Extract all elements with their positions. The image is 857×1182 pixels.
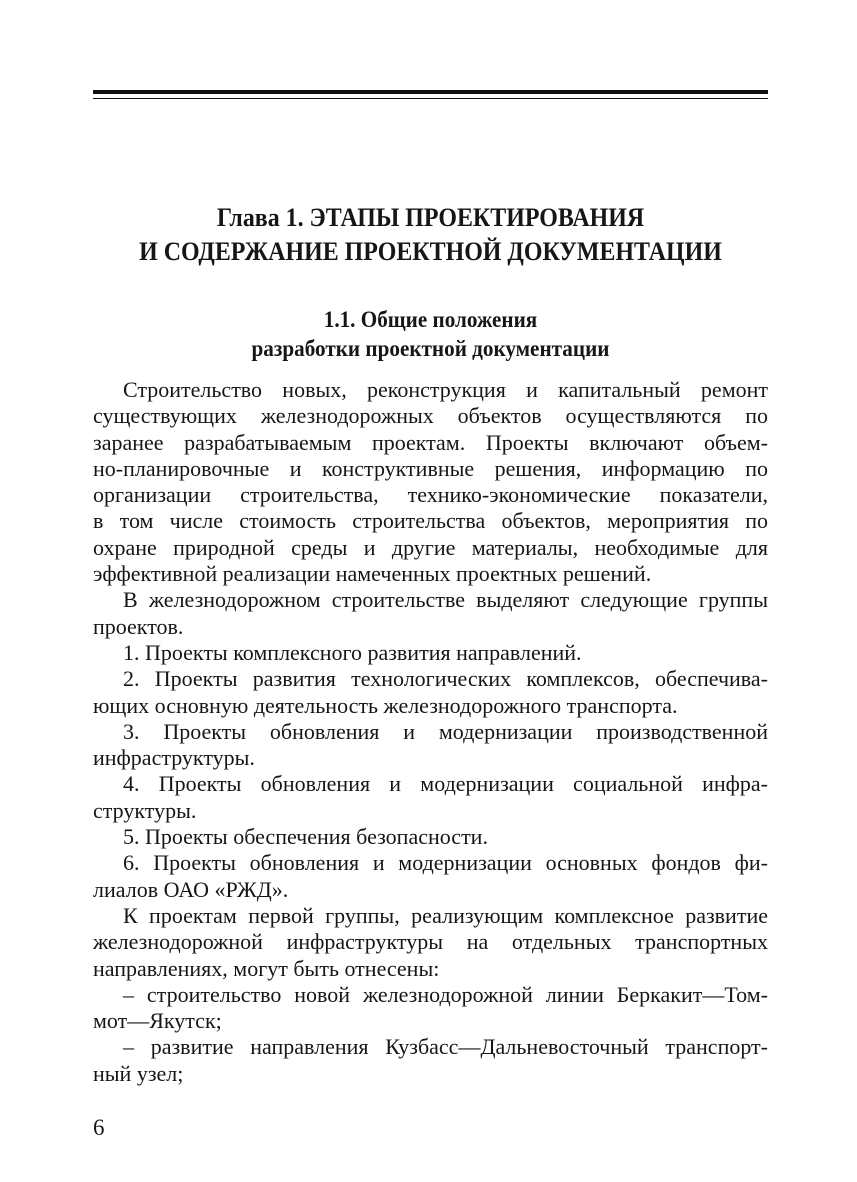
- paragraph-line: 6. Проекты обновления и модернизации основных фондов фи-: [123, 850, 768, 876]
- paragraph-line: но-планировочные и конструктивные решения, информацию по: [93, 455, 768, 481]
- paragraph-line: 1. Проекты комплексного развития направлений.: [123, 639, 582, 665]
- paragraph: [93, 640, 768, 666]
- paragraph-line: К проектам первой группы, реализующим комплексное развитие: [123, 902, 768, 928]
- paragraph: [93, 719, 768, 772]
- paragraph-line: В железнодорожном строительстве выделяют следующие группы: [123, 587, 768, 613]
- paragraph-line: структуры.: [93, 797, 197, 823]
- chapter-title-line: Глава 1. ЭТАПЫ ПРОЕКТИРОВАНИЯ: [216, 203, 645, 232]
- page-number: 6: [93, 1115, 105, 1140]
- paragraph: [93, 850, 768, 903]
- paragraph-line: ный узел;: [93, 1060, 184, 1086]
- paragraph-line: лиалов ОАО «РЖД».: [93, 876, 289, 902]
- paragraph-line: ющих основную деятельность железнодорожного транспорта.: [93, 692, 678, 718]
- paragraph-line: Строительство новых, реконструкция и капитальный ремонт: [123, 377, 768, 402]
- paragraph-line: 2. Проекты развития технологических комплексов, обеспечива-: [123, 666, 768, 692]
- paragraph-line: 4. Проекты обновления и модернизации социальной инфра-: [123, 771, 768, 797]
- paragraph: [93, 982, 768, 1035]
- paragraph-line: 3. Проекты обновления и модернизации производственной: [123, 718, 768, 744]
- paragraph-line: инфраструктуры.: [93, 745, 255, 771]
- paragraph-line: железнодорожной инфраструктуры на отдельных транспортных: [93, 929, 768, 955]
- header-rule-thick: [93, 90, 768, 94]
- paragraph: [93, 587, 768, 640]
- paragraph-line: заранее разрабатываемым проектам. Проекты включают объем-: [93, 429, 768, 455]
- paragraph-line: мот—Якутск;: [93, 1008, 222, 1034]
- paragraph: [93, 771, 768, 824]
- chapter-title: [90, 201, 772, 269]
- chapter-title-line: И СОДЕРЖАНИЕ ПРОЕКТНОЙ ДОКУМЕНТАЦИИ: [139, 237, 722, 266]
- paragraph-line: проектов.: [93, 613, 184, 639]
- paragraph-line: направлениях, могут быть отнесены:: [93, 955, 440, 981]
- section-title-line: 1.1. Общие положения: [323, 307, 538, 332]
- body-text: [93, 377, 768, 1087]
- paragraph: [93, 1034, 768, 1087]
- paragraph: [93, 666, 768, 719]
- header-rule-thin: [93, 98, 768, 99]
- paragraph: [93, 903, 768, 982]
- paragraph-line: организации строительства, технико-экономические показатели,: [93, 482, 768, 508]
- paragraph-line: – строительство новой железнодорожной линии Беркакит—Том-: [123, 981, 768, 1007]
- paragraph-line: эффективной реализации намеченных проектных решений.: [93, 561, 652, 587]
- paragraph-line: 5. Проекты обеспечения безопасности.: [123, 824, 488, 850]
- section-title-line: разработки проектной документации: [251, 336, 610, 361]
- section-title: [90, 305, 772, 363]
- paragraph-line: в том числе стоимость строительства объектов, мероприятия по: [93, 508, 768, 534]
- paragraph-line: существующих железнодорожных объектов осуществляются по: [93, 403, 768, 429]
- paragraph: [93, 377, 768, 587]
- paragraph-line: – развитие направления Кузбасс—Дальневосточный транспорт-: [123, 1034, 768, 1060]
- paragraph: [93, 824, 768, 850]
- paragraph-line: охране природной среды и другие материалы, необходимые для: [93, 534, 768, 560]
